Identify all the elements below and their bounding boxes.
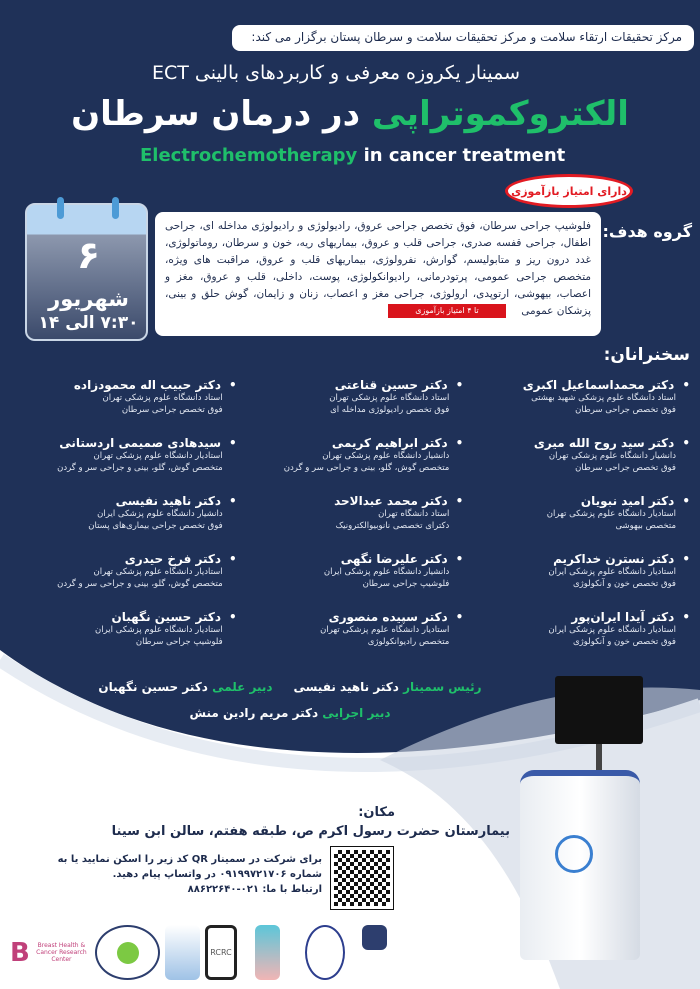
speaker-name: • دکتر فرخ حیدری	[20, 552, 237, 566]
speaker-name: • دکتر محمد عبدالاحد	[247, 494, 464, 508]
executive-secretary-label: دبیر اجرایی	[322, 706, 391, 720]
speaker-name: • دکتر سپیده منصوری	[247, 610, 464, 624]
speaker-name: • دکتر امید نبویان	[473, 494, 690, 508]
organizer-banner: مرکز تحقیقات ارتقاء سلامت و مرکز تحقیقات سلامت و سرطان پستان برگزار می کند:	[232, 25, 694, 51]
speaker-item	[20, 494, 237, 542]
speaker-name: • دکتر ناهید نفیسی	[20, 494, 237, 508]
speaker-specialty: فوق تخصص رادیولوژی مداخله ای	[330, 405, 450, 415]
speaker-name: • دکتر ابراهیم کریمی	[247, 436, 464, 450]
speaker-item	[473, 378, 690, 426]
speaker-affiliation: استاد دانشگاه علوم پزشکی تهران	[329, 393, 450, 403]
speaker-item	[473, 494, 690, 542]
logo-text: Breast Health & Cancer Research Center	[36, 942, 87, 963]
speaker-item	[247, 378, 464, 426]
speaker-specialty: فوق تخصص جراحی بیماری‌های پستان	[88, 521, 223, 531]
speaker-affiliation: استادیار دانشگاه علوم پزشکی تهران	[546, 509, 676, 519]
target-group-label: گروه هدف:	[602, 222, 692, 241]
speaker-item	[473, 436, 690, 484]
speaker-specialty: متخصص بیهوشی	[615, 521, 676, 531]
registration-phone: شماره ۰۹۱۹۹۷۲۱۷۰۶ در واتساپ پیام دهید.	[112, 869, 322, 880]
speaker-affiliation: دانشیار دانشگاه علوم پزشکی تهران	[322, 451, 450, 461]
qr-code[interactable]	[331, 847, 393, 909]
speaker-affiliation: استادیار دانشگاه علوم پزشکی ایران	[95, 625, 223, 635]
speaker-name: • دکتر نسترن خداکریم	[473, 552, 690, 566]
speaker-specialty: فوق تخصص جراحی سرطان	[121, 405, 223, 415]
seminar-subtitle: سمینار یکروزه معرفی و کاربردهای بالینی ECT	[151, 62, 520, 84]
speaker-item	[20, 552, 237, 600]
chair-label: رئیس سمینار	[403, 680, 482, 694]
university-emblem-logo	[362, 925, 387, 950]
title-green: الکتروکموتراپی	[371, 94, 629, 134]
target-group-box	[155, 212, 601, 336]
speaker-specialty: متخصص رادیوانکولوژی	[367, 637, 450, 647]
english-green: Electrochemotherapy	[140, 145, 358, 166]
speaker-specialty: متخصص گوش، گلو، بینی و جراحی سر و گردن	[283, 463, 450, 473]
speaker-item	[473, 552, 690, 600]
main-title	[0, 93, 700, 135]
speaker-name: • دکتر سید روح الله میری	[473, 436, 690, 450]
speaker-specialty: فلوشیپ جراحی سرطان	[135, 637, 223, 647]
speaker-name: • دکتر حسین نگهبان	[20, 610, 237, 624]
speaker-affiliation: استادیار دانشگاه علوم پزشکی تهران	[93, 451, 223, 461]
speaker-affiliation: استاد دانشگاه علوم پزشکی تهران	[102, 393, 223, 403]
organizers-line-1	[40, 680, 540, 694]
speaker-specialty: متخصص گوش، گلو، بینی و جراحی سر و گردن	[57, 463, 223, 473]
speaker-name: • سیدهادی صمیمی اردستانی	[20, 436, 237, 450]
speaker-specialty: دکترای تخصصی نانوبیوالکترونیک	[335, 521, 450, 531]
executive-secretary-name: دکتر مریم رادین منش	[189, 706, 319, 720]
breast-health-logo	[10, 925, 90, 980]
apple-icon	[117, 942, 139, 964]
calendar-ring-icon	[112, 197, 119, 219]
speaker-affiliation: دانشیار دانشگاه علوم پزشکی ایران	[323, 567, 450, 577]
device-arm	[596, 744, 602, 772]
device-logo-icon	[555, 835, 593, 873]
registration-line: برای شرکت در سمینار QR کد زیر را اسکن نمایید یا به	[57, 854, 322, 865]
speaker-name: • دکتر علیرضا نگهی	[247, 552, 464, 566]
date-calendar	[25, 203, 148, 341]
health-ministry-logo	[255, 925, 280, 980]
calendar-ring-icon	[57, 197, 64, 219]
organizers-line-2	[40, 706, 540, 720]
speaker-name: • دکتر آیدا ایران‌پور	[473, 610, 690, 624]
speakers-grid	[20, 378, 690, 658]
location-label: مکان:	[358, 805, 395, 820]
speaker-affiliation: استاد دانشگاه تهران	[378, 509, 450, 519]
speaker-item	[247, 552, 464, 600]
speaker-specialty: فوق تخصص جراحی سرطان	[575, 463, 676, 473]
english-title	[140, 144, 565, 168]
speaker-affiliation: استادیار دانشگاه علوم پزشکی تهران	[93, 567, 223, 577]
scientific-secretary-label: دبیر علمی	[212, 680, 273, 694]
cme-points: تا ۴ امتیاز بازآموزی	[388, 304, 506, 318]
speaker-item	[247, 494, 464, 542]
speaker-item	[247, 610, 464, 658]
speaker-affiliation: استادیار دانشگاه علوم پزشکی ایران	[548, 625, 676, 635]
speaker-item	[247, 436, 464, 484]
speaker-specialty: فلوشیپ جراحی سرطان	[362, 579, 450, 589]
speakers-label: سخنرانان:	[603, 345, 690, 365]
rcrc-logo: RCRC	[205, 925, 237, 980]
device-screen	[555, 676, 643, 744]
speaker-item	[20, 610, 237, 658]
speaker-affiliation: استادیار دانشگاه علوم پزشکی تهران	[320, 625, 450, 635]
iums-logo	[305, 925, 345, 980]
speaker-name: • دکتر حبیب اله محمودزاده	[20, 378, 237, 392]
speaker-name: • دکتر محمداسماعیل اکبری	[473, 378, 690, 392]
speaker-item	[20, 436, 237, 484]
scientific-secretary-name: دکتر حسین نگهبان	[98, 680, 208, 694]
chair-name: دکتر ناهید نفیسی	[293, 680, 399, 694]
date-time: ۷:۳۰ الی ۱۴	[38, 313, 139, 333]
logo-letter: B	[10, 937, 30, 968]
contact-phone: ارتباط با ما: ۰۲۱-۸۸۶۲۲۶۴۰	[187, 884, 322, 895]
speaker-specialty: فوق تخصص جراحی سرطان	[575, 405, 676, 415]
date-day: ۶	[76, 233, 101, 277]
university-logo	[95, 925, 160, 980]
speaker-name: • دکتر حسین قناعتی	[247, 378, 464, 392]
location-value: بیمارستان حضرت رسول اکرم ص، طبقه هفتم، سالن ابن سینا	[111, 824, 510, 839]
society-logo	[165, 925, 200, 980]
english-white: in cancer treatment	[363, 145, 566, 166]
title-white: در درمان سرطان	[71, 94, 361, 134]
cme-badge: دارای امتیاز بازآموزی	[505, 174, 633, 208]
speaker-specialty: فوق تخصص خون و آنکولوژی	[572, 579, 676, 589]
speaker-affiliation: دانشیار دانشگاه علوم پزشکی ایران	[97, 509, 223, 519]
date-month: شهریور	[48, 287, 129, 311]
speaker-affiliation: استاد دانشگاه علوم پزشکی شهید بهشتی	[531, 393, 676, 403]
target-group-text: فلوشیپ جراحی سرطان، فوق تخصص جراحی عروق، رادیولوژی و رادیولوژی مداخله ای، جراحی اطفال، جراحی قفسه صدری، جراحی قلب و عروق، بیماریهای ریه، خون و سرطان، روماتولوژی، غدد درون ریز و متابولیسم، گوارش، نفرولوژی، بیماریهای قلب و عروق، مراقبت های ویژه، متخصص جراحی عمومی، پرتودرمانی، رادیوانکولوژی، پوست، داخلی، قلب و عروق، مغز و اعصاب، بیهوشی، ارتوپدی، ارولوژی، جراحی مغز و اعصاب، زنان و زایمان، گوش حلق و بینی، پزشکان عمومی	[165, 220, 591, 317]
registration-info	[58, 852, 322, 897]
speaker-item	[20, 378, 237, 426]
speaker-specialty: متخصص گوش، گلو، بینی و جراحی سر و گردن	[57, 579, 223, 589]
speaker-affiliation: استادیار دانشگاه علوم پزشکی ایران	[548, 567, 676, 577]
speaker-item	[473, 610, 690, 658]
speaker-affiliation: دانشیار دانشگاه علوم پزشکی تهران	[548, 451, 676, 461]
speaker-specialty: فوق تخصص خون و آنکولوژی	[572, 637, 676, 647]
